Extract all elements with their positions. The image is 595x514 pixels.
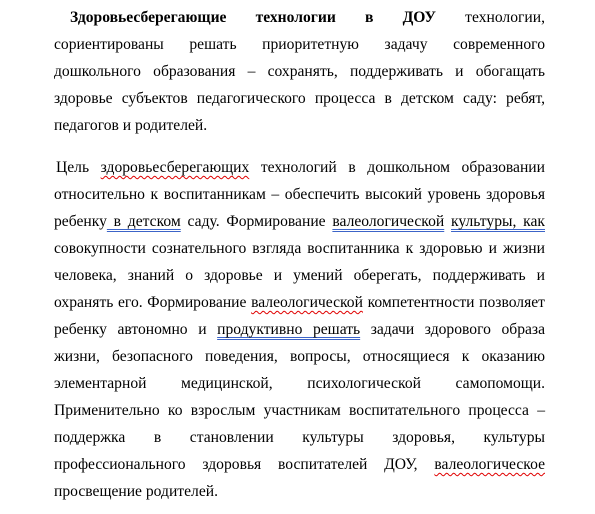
paragraph-2-line-7: ребенку автономно и продуктивно решать задачи здорового образа [54, 321, 545, 338]
grammar-error[interactable]: в детском [106, 213, 181, 230]
paragraph-1[interactable] [54, 4, 545, 139]
paragraph-2-line-13: просвещение родителей. [54, 483, 218, 500]
spelling-error[interactable]: валеологическое [434, 456, 545, 473]
paragraph-2-line-6: охранять его. Формирование валеологической компетентности позволяет [54, 294, 545, 311]
paragraph-2-line-5: человека, знаний о здоровье и умений оберегать, поддерживать и [54, 267, 545, 284]
paragraph-2-line-4: совокупности сознательного взгляда воспитанника к здоровью и жизни [54, 240, 545, 257]
grammar-error[interactable]: культуры, как [451, 213, 545, 230]
bold-term: Здоровьесберегающие технологии в ДОУ [70, 9, 437, 26]
paragraph-2-line-3: ребенку в детском саду. Формирование валеологической культуры, как [54, 213, 545, 230]
spelling-error[interactable]: валеологической [251, 294, 363, 311]
paragraph-2-line-10: Применительно ко взрослым участникам воспитательного процесса – [54, 402, 545, 419]
paragraph-1-line-1: Здоровьесберегающие технологии в ДОУ технологии, [70, 9, 545, 26]
paragraph-1-line-3: дошкольного образования – сохранять, поддерживать и обогащать [54, 63, 545, 80]
paragraph-2-line-11: поддержка в становлении культуры здоровья, культуры [54, 429, 545, 446]
paragraph-1-line-4: здоровье субъектов педагогического процесса в детском саду: ребят, [54, 90, 545, 107]
paragraph-2-line-2: относительно к воспитанникам – обеспечить высокий уровень здоровья [54, 186, 545, 203]
grammar-error[interactable]: валеологической [332, 213, 445, 230]
paragraph-2-line-12: профессионального здоровья воспитателей ДОУ, валеологическое [54, 456, 545, 473]
paragraph-1-line-5: педагогов и родителей. [54, 117, 208, 134]
paragraph-1-line-2: сориентированы решать приоритетную задачу современного [54, 36, 545, 53]
spelling-error[interactable]: здоровьесберегающих [100, 159, 250, 176]
paragraph-2-line-9: элементарной медицинской, психологической самопомощи. [54, 375, 545, 392]
paragraph-2-line-8: жизни, безопасного поведения, вопросы, относящиеся к оказанию [54, 348, 545, 365]
paragraph-2-line-1: Цель здоровьесберегающих технологий в дошкольном образовании [56, 159, 545, 176]
paragraph-2[interactable] [54, 154, 545, 505]
grammar-error[interactable]: продуктивно решать [217, 321, 361, 338]
